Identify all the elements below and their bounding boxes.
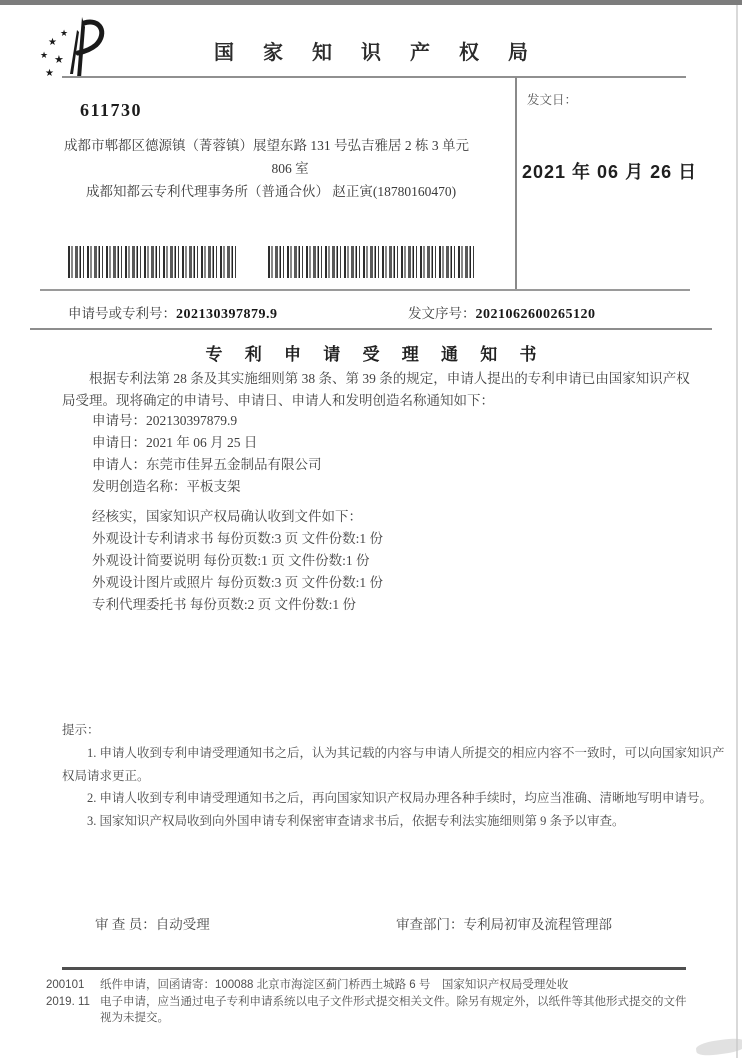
agency-title: 国 家 知 识 产 权 局 bbox=[214, 42, 540, 64]
field-value: 202130397879.9 bbox=[146, 413, 238, 428]
examiner-label: 审 查 员： bbox=[95, 917, 156, 932]
serial-number-label: 发文序号： bbox=[408, 306, 476, 321]
issue-date-value: 2021 年 06 月 26 日 bbox=[522, 162, 698, 182]
field-value: 东莞市佳昇五金制品有限公司 bbox=[146, 457, 322, 472]
received-documents bbox=[92, 506, 383, 616]
received-intro: 经核实，国家知识产权局确认收到文件如下： bbox=[92, 509, 362, 524]
svg-text:★: ★ bbox=[45, 68, 54, 79]
issue-date-label: 发文日： bbox=[527, 93, 578, 107]
form-code: 200101 bbox=[46, 979, 85, 991]
hint-item-3: 3. 国家知识产权局收到向外国申请专利保密审查请求书后，依据专利法实施细则第 9 条予以审查。 bbox=[87, 813, 625, 828]
reference-divider bbox=[30, 328, 712, 330]
department-value: 专利局初审及流程管理部 bbox=[463, 917, 612, 932]
footer-electronic-note: 电子申请，应当通过电子专利申请系统以电子文件形式提交相关文件。除另有规定外，以纸件等其他形式提交的文件视为未提交。 bbox=[100, 995, 687, 1024]
barcode-left bbox=[68, 246, 238, 278]
field-label: 申请人： bbox=[92, 457, 146, 472]
svg-text:★: ★ bbox=[40, 50, 49, 60]
hint-item-1: 1. 申请人收到专利申请受理通知书之后，认为其记载的内容与申请人所提交的相应内容不一致时，可以向国家知识产权局请求更正。 bbox=[62, 746, 725, 783]
serial-number-row bbox=[408, 302, 596, 323]
page-top-edge bbox=[0, 0, 742, 5]
field-invention-title bbox=[92, 476, 322, 498]
agent-line: 成都知都云专利代理事务所（普通合伙） 赵正寅(18780160470) bbox=[86, 184, 457, 199]
field-value: 2021 年 06 月 25 日 bbox=[146, 435, 258, 450]
recipient-postcode: 611730 bbox=[80, 100, 143, 120]
issue-box-divider bbox=[515, 77, 517, 290]
field-label: 发明创造名称： bbox=[92, 479, 187, 494]
serial-number-value: 2021062600265120 bbox=[475, 307, 596, 322]
notice-title: 专 利 申 请 受 理 通 知 书 bbox=[205, 345, 546, 364]
field-label: 申请日： bbox=[92, 435, 146, 450]
barcode-right bbox=[268, 246, 476, 278]
received-item: 外观设计专利请求书 每份页数:3 页 文件份数:1 份 bbox=[92, 531, 384, 546]
received-item: 外观设计简要说明 每份页数:1 页 文件份数:1 份 bbox=[92, 553, 370, 568]
field-application-date bbox=[92, 432, 322, 454]
svg-text:★: ★ bbox=[60, 28, 69, 38]
address-line-1: 成都市郫都区德源镇（菁蓉镇）展望东路 131 号弘吉雅居 2 栋 3 单元 bbox=[64, 138, 469, 153]
recipient-address bbox=[64, 134, 516, 180]
examiner-value: 自动受理 bbox=[155, 917, 210, 932]
department-row bbox=[396, 913, 612, 933]
svg-text:★: ★ bbox=[54, 54, 64, 66]
application-number-row bbox=[68, 302, 278, 323]
scan-artifact bbox=[695, 1037, 742, 1058]
field-application-number bbox=[92, 410, 322, 432]
received-item: 外观设计图片或照片 每份页数:3 页 文件份数:1 份 bbox=[92, 575, 384, 590]
form-date: 2019. 11 bbox=[46, 995, 90, 1008]
address-line-2: 806 室 bbox=[271, 161, 309, 176]
footer-notes bbox=[100, 977, 688, 1027]
field-value: 平板支架 bbox=[186, 479, 241, 494]
field-label: 申请号： bbox=[92, 413, 146, 428]
footer-divider bbox=[62, 967, 686, 970]
hint-item-2: 2. 申请人收到专利申请受理通知书之后，再向国家知识产权局办理各种手续时，均应当准确、清晰地写明申请号。 bbox=[87, 791, 713, 805]
application-number-label: 申请号或专利号： bbox=[68, 306, 176, 321]
application-number-value: 202130397879.9 bbox=[176, 307, 278, 322]
barcode-section-divider bbox=[40, 289, 690, 291]
header-divider bbox=[62, 76, 686, 78]
footer-form-codes bbox=[46, 977, 90, 1010]
examiner-row bbox=[95, 913, 210, 933]
received-item: 专利代理委托书 每份页数:2 页 文件份数:1 份 bbox=[92, 597, 357, 612]
footer-paper-note: 纸件申请，回函请寄：100088 北京市海淀区蓟门桥西土城路 6 号 国家知识产权局受理处收 bbox=[100, 979, 569, 991]
notice-intro-paragraph: 根据专利法第 28 条及其实施细则第 38 条、第 39 条的规定，申请人提出的专利申请已由国家知识产权局受理。现将确定的申请号、申请日、申请人和发明创造名称通知如下： bbox=[62, 371, 690, 408]
field-applicant bbox=[92, 454, 322, 476]
svg-text:★: ★ bbox=[48, 37, 57, 48]
department-label: 审查部门： bbox=[396, 917, 464, 932]
hints-label: 提示： bbox=[62, 723, 100, 737]
hints-list bbox=[62, 742, 726, 832]
application-fields bbox=[92, 410, 322, 498]
page-right-edge bbox=[736, 5, 738, 1058]
